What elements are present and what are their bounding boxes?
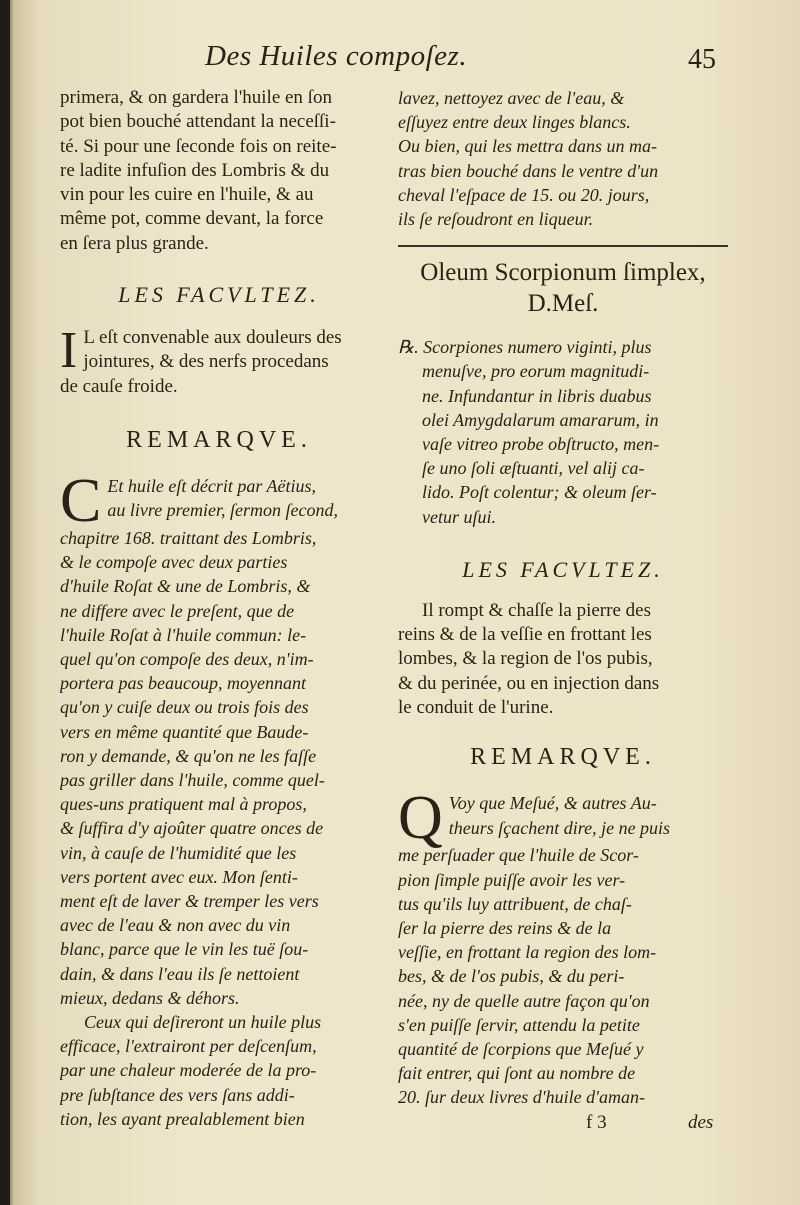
remarque-paragraph: [60, 474, 378, 1131]
right-paragraph-1: [398, 86, 728, 231]
remarque-heading: REMARQVE.: [126, 426, 312, 453]
text-line: pre ſubſtance des vers ſans addi-: [60, 1084, 295, 1105]
facultez-paragraph: [398, 599, 728, 720]
facultez-heading: LES FACVLTEZ.: [462, 556, 664, 582]
text-line: 20. ſur deux livres d'huile d'aman-: [398, 1087, 645, 1108]
facultez-heading: LES FACVLTEZ.: [118, 282, 320, 308]
text-line: d'huile Roſat & une de Lombris, &: [60, 576, 311, 597]
text-line: par une chaleur moderée de la pro-: [60, 1060, 317, 1081]
text-line: dain, & dans l'eau ils ſe nettoient: [60, 963, 300, 984]
running-header: Des Huiles compoſez.: [205, 40, 468, 72]
text-line: tion, les ayant prealablement bien: [60, 1108, 305, 1129]
text-line: menuſve, pro eorum magnitudi-: [422, 361, 650, 382]
right-column: [398, 86, 728, 1138]
left-column: [60, 86, 378, 1131]
page-footer: [398, 1112, 728, 1138]
text-line: quantité de ſcorpions que Meſué y: [398, 1038, 644, 1059]
remarque-heading: REMARQVE.: [470, 744, 656, 771]
text-line: pot bien bouché attendant la neceſſi-: [60, 111, 336, 133]
text-line: té. Si pour une ſeconde fois on reite-: [60, 135, 337, 157]
text-line: au livre premier, ſermon ſecond,: [107, 500, 338, 521]
text-line: qu'on y cuiſe deux ou trois fois des: [60, 697, 309, 718]
text-line: fait entrer, qui ſont au nombre de: [398, 1063, 636, 1084]
left-paragraph-1: [60, 86, 378, 256]
text-line: vin pour les cuire en l'huile, & au: [60, 184, 314, 206]
page-number: 45: [688, 44, 716, 75]
text-line: lido. Poſt colentur; & oleum ſer-: [422, 482, 657, 503]
signature-mark: f 3: [586, 1111, 607, 1133]
text-line: quel qu'on compoſe des deux, n'im-: [60, 648, 314, 669]
text-line: me perſuader que l'huile de Scor-: [398, 845, 639, 866]
text-line: ſer la pierre des reins & de la: [398, 917, 612, 938]
text-line: vers portent avec eux. Mon ſenti-: [60, 866, 298, 887]
text-line: tras bien bouché dans le ventre d'un: [398, 160, 659, 181]
text-line: même pot, comme devant, la force: [60, 208, 324, 230]
text-line: ℞. Scorpiones numero viginti, plus: [398, 337, 652, 358]
text-line: ne differe avec le preſent, que de: [60, 600, 295, 621]
drop-cap: I: [60, 326, 78, 380]
text-line: vers en même quantité que Baude-: [60, 721, 309, 742]
text-line: mieux, dedans & déhors.: [60, 987, 240, 1008]
text-line: ron y demande, & qu'on ne les faſſe: [60, 745, 317, 766]
text-line: de cauſe froide.: [60, 375, 178, 397]
text-line: Ceux qui deſireront un huile plus: [84, 1012, 322, 1033]
text-line: le conduit de l'urine.: [398, 697, 554, 719]
text-line: ils ſe reſoudront en liqueur.: [398, 209, 594, 230]
text-line: pas griller dans l'huile, comme quel-: [60, 770, 325, 790]
text-line: veſſie, en frottant la region des lom-: [398, 942, 657, 963]
text-line: bes, & de l'os pubis, & du peri-: [398, 966, 625, 987]
text-line: ſe uno ſoli æſtuanti, vel alij ca-: [422, 458, 645, 479]
text-line: ne. Infundantur in libris duabus: [422, 385, 652, 406]
text-line: l'huile Roſat à l'huile commun: le-: [60, 624, 307, 645]
text-line: Voy que Meſué, & autres Au-: [448, 793, 657, 814]
text-line: eſſuyez entre deux linges blancs.: [398, 112, 631, 133]
text-line: vin, à cauſe de l'humidité que les: [60, 842, 297, 863]
text-line: ques-uns pratiquent mal à propos,: [60, 794, 307, 815]
text-line: & du perinée, ou en injection dans: [398, 672, 660, 694]
text-line: Il rompt & chaſſe la pierre des: [422, 599, 651, 621]
text-line: efficace, l'extrairont per deſcenſum,: [60, 1036, 317, 1057]
text-line: theurs ſçachent dire, je ne puis: [448, 817, 671, 838]
text-line: pion ſimple puiſſe avoir les ver-: [398, 869, 626, 890]
text-line: & le compoſe avec deux parties: [60, 552, 288, 573]
book-spine: [0, 0, 10, 1205]
text-line: vetur uſui.: [422, 506, 496, 527]
text-line: avec de l'eau & non avec du vin: [60, 915, 291, 936]
facultez-paragraph: [60, 326, 378, 399]
text-line: lavez, nettoyez avec de l'eau, &: [398, 88, 625, 108]
text-line: tus qu'ils luy attribuent, de chaſ-: [398, 893, 632, 914]
text-line: blanc, parce que le vin les tuë ſou-: [60, 939, 309, 960]
text-line: chapitre 168. traittant des Lombris,: [60, 527, 317, 548]
text-line: & ſuffira d'y ajoûter quatre onces de: [60, 818, 324, 839]
drop-cap: C: [60, 473, 102, 535]
text-line: L eſt convenable aux douleurs des: [83, 327, 342, 349]
text-line: portera pas beaucoup, moyennant: [60, 673, 306, 694]
text-line: reins & de la veſſie en frottant les: [398, 624, 652, 646]
text-line: jointures, & des nerfs procedans: [83, 351, 329, 373]
text-line: primera, & on gardera l'huile en ſon: [60, 87, 332, 108]
recipe-text: [398, 335, 728, 529]
recipe-title: [398, 257, 728, 319]
text-line: Ou bien, qui les mettra dans un ma-: [398, 136, 657, 157]
section-rule: [398, 245, 728, 247]
recipe-title-line: Oleum Scorpionum ſimplex,: [420, 259, 706, 287]
drop-cap: Q: [398, 791, 443, 853]
text-line: ment eſt de laver & tremper les vers: [60, 891, 319, 912]
recipe-title-line: D.Meſ.: [527, 290, 599, 318]
text-line: Et huile eſt décrit par Aëtius,: [107, 475, 316, 496]
text-line: en ſera plus grande.: [60, 232, 209, 254]
text-line: s'en puiſſe ſervir, attendu la petite: [398, 1014, 640, 1035]
catchword: des: [688, 1111, 714, 1133]
text-line: re ladite infuſion des Lombris & du: [60, 159, 330, 181]
text-line: cheval l'eſpace de 15. ou 20. jours,: [398, 184, 650, 205]
text-line: olei Amygdalarum amararum, in: [422, 409, 659, 430]
text-line: lombes, & la region de l'os pubis,: [398, 648, 653, 670]
text-line: vaſe vitreo probe obſtructo, men-: [422, 434, 660, 455]
remarque-paragraph: [398, 791, 728, 1109]
text-line: née, ny de quelle autre façon qu'on: [398, 990, 650, 1011]
